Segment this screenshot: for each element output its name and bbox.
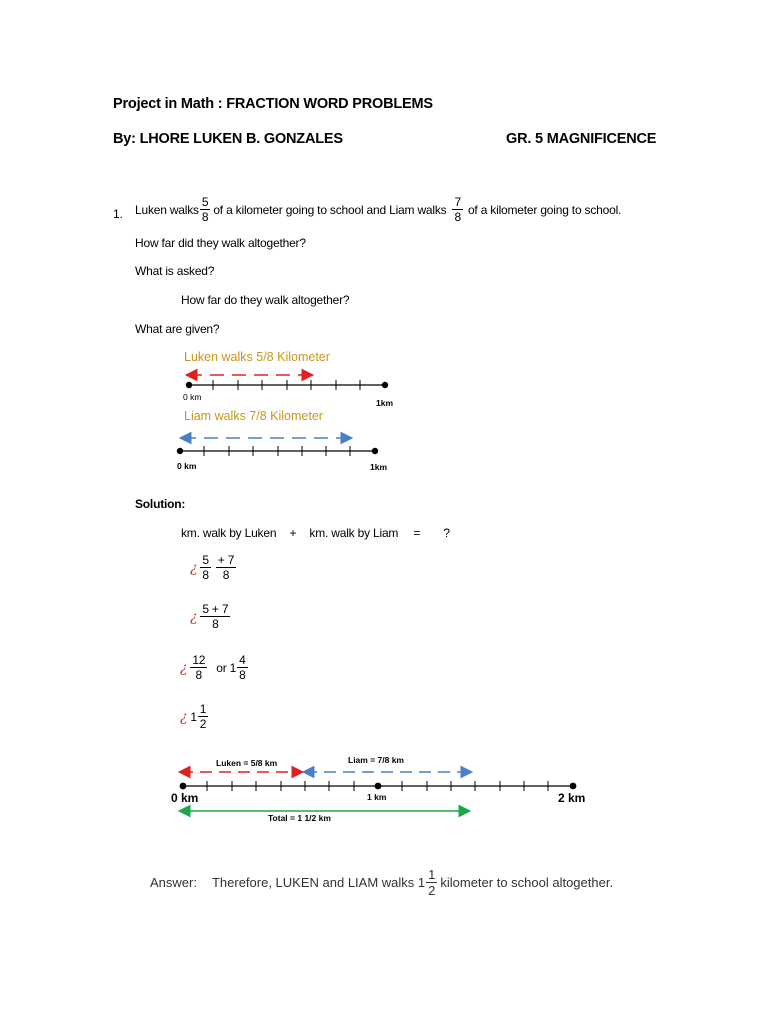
step3-mixed-fraction [237,654,247,681]
fraction-den: 2 [199,717,207,731]
step1-fraction-b [216,554,236,581]
final-end-dot [570,783,577,790]
asked-label: What is asked? [135,264,215,278]
fraction-den: 8 [222,568,230,582]
given-label: What are given? [135,322,220,336]
liam-caption: Liam walks 7/8 Kilometer [184,409,323,423]
step4-fraction [198,703,208,730]
fraction-den: 8 [454,210,461,224]
eq-left: km. walk by Luken [181,526,277,540]
step-3 [180,654,249,681]
luken-line-end: 1km [376,398,394,408]
step3-fraction [190,654,207,681]
answer-label: Answer: [150,875,197,890]
fraction-num: 1 [428,867,436,882]
step-4 [180,703,209,730]
final-mid-dot [375,783,382,790]
final-end-label: 2 km [558,791,586,805]
step-glyph: ¿ [190,559,198,576]
liam-line-start-dot [177,448,183,454]
fraction-den: 8 [239,668,246,682]
answer-text-b: kilometer to school altogether. [440,875,614,890]
step1-fraction-a [200,554,210,581]
author-line: By: LHORE LUKEN B. GONZALES [113,131,343,147]
final-start-dot [180,783,187,790]
luken-caption: Luken walks 5/8 Kilometer [184,350,330,364]
answer-text-a: Therefore, LUKEN and LIAM walks 1 [211,875,426,890]
fraction-num: 5 [202,553,209,567]
fraction-num: 5 [201,195,209,209]
fraction-den: 8 [202,568,209,582]
step-1 [190,554,237,581]
fraction-den: 2 [428,883,436,898]
step3-or: or 1 [216,660,237,675]
luken-line-end-dot [382,382,388,388]
luken-line-start-dot [186,382,192,388]
liam-line-end: 1km [370,462,388,472]
step-2 [190,603,231,630]
fraction-num: 5 + 7 [202,602,229,616]
problem-text-b: of a kilometer going to school and Liam walks [213,202,447,217]
solution-label: Solution: [135,497,186,511]
step4-whole: 1 [190,709,197,724]
luken-line-start: 0 km [183,392,202,402]
fraction-den: 8 [212,617,219,631]
problem-text-a: Luken walks [135,202,199,217]
liam-line-start: 0 km [177,461,197,471]
final-luken-label: Luken = 5/8 km [216,758,278,768]
fraction-num: 12 [192,653,206,667]
fraction-num: 1 [199,702,207,716]
grade-label: GR. 5 MAGNIFICENCE [506,131,657,147]
fraction-num: 4 [239,653,246,667]
final-mid-label: 1 km [367,792,387,802]
equation-words [181,526,450,540]
fraction-num: 7 [454,195,461,209]
problem-text-c: of a kilometer going to school. [467,202,622,217]
answer-fraction [426,868,437,897]
asked-answer: How far do they walk altogether? [181,293,350,307]
eq-right: km. walk by Liam [309,526,399,540]
final-start-label: 0 km [171,791,199,805]
step-glyph: ¿ [190,608,198,625]
fraction-den: 8 [195,668,203,682]
step2-fraction [200,603,230,630]
problem-number: 1. [113,207,123,221]
total-label: Total = 1 1/2 km [268,813,331,823]
fraction-num: + 7 [217,553,235,567]
answer-line [150,868,613,897]
fraction-den: 8 [201,210,209,224]
page-title: Project in Math : FRACTION WORD PROBLEMS [113,96,433,112]
eq-plus: + [289,526,297,540]
liam-line-end-dot [372,448,378,454]
eq-unknown: ? [443,526,450,540]
step-glyph: ¿ [180,659,188,676]
final-liam-label: Liam = 7/8 km [348,755,404,765]
step-glyph: ¿ [180,708,188,725]
eq-equals: = [413,526,421,540]
problem-question: How far did they walk altogether? [135,236,306,250]
